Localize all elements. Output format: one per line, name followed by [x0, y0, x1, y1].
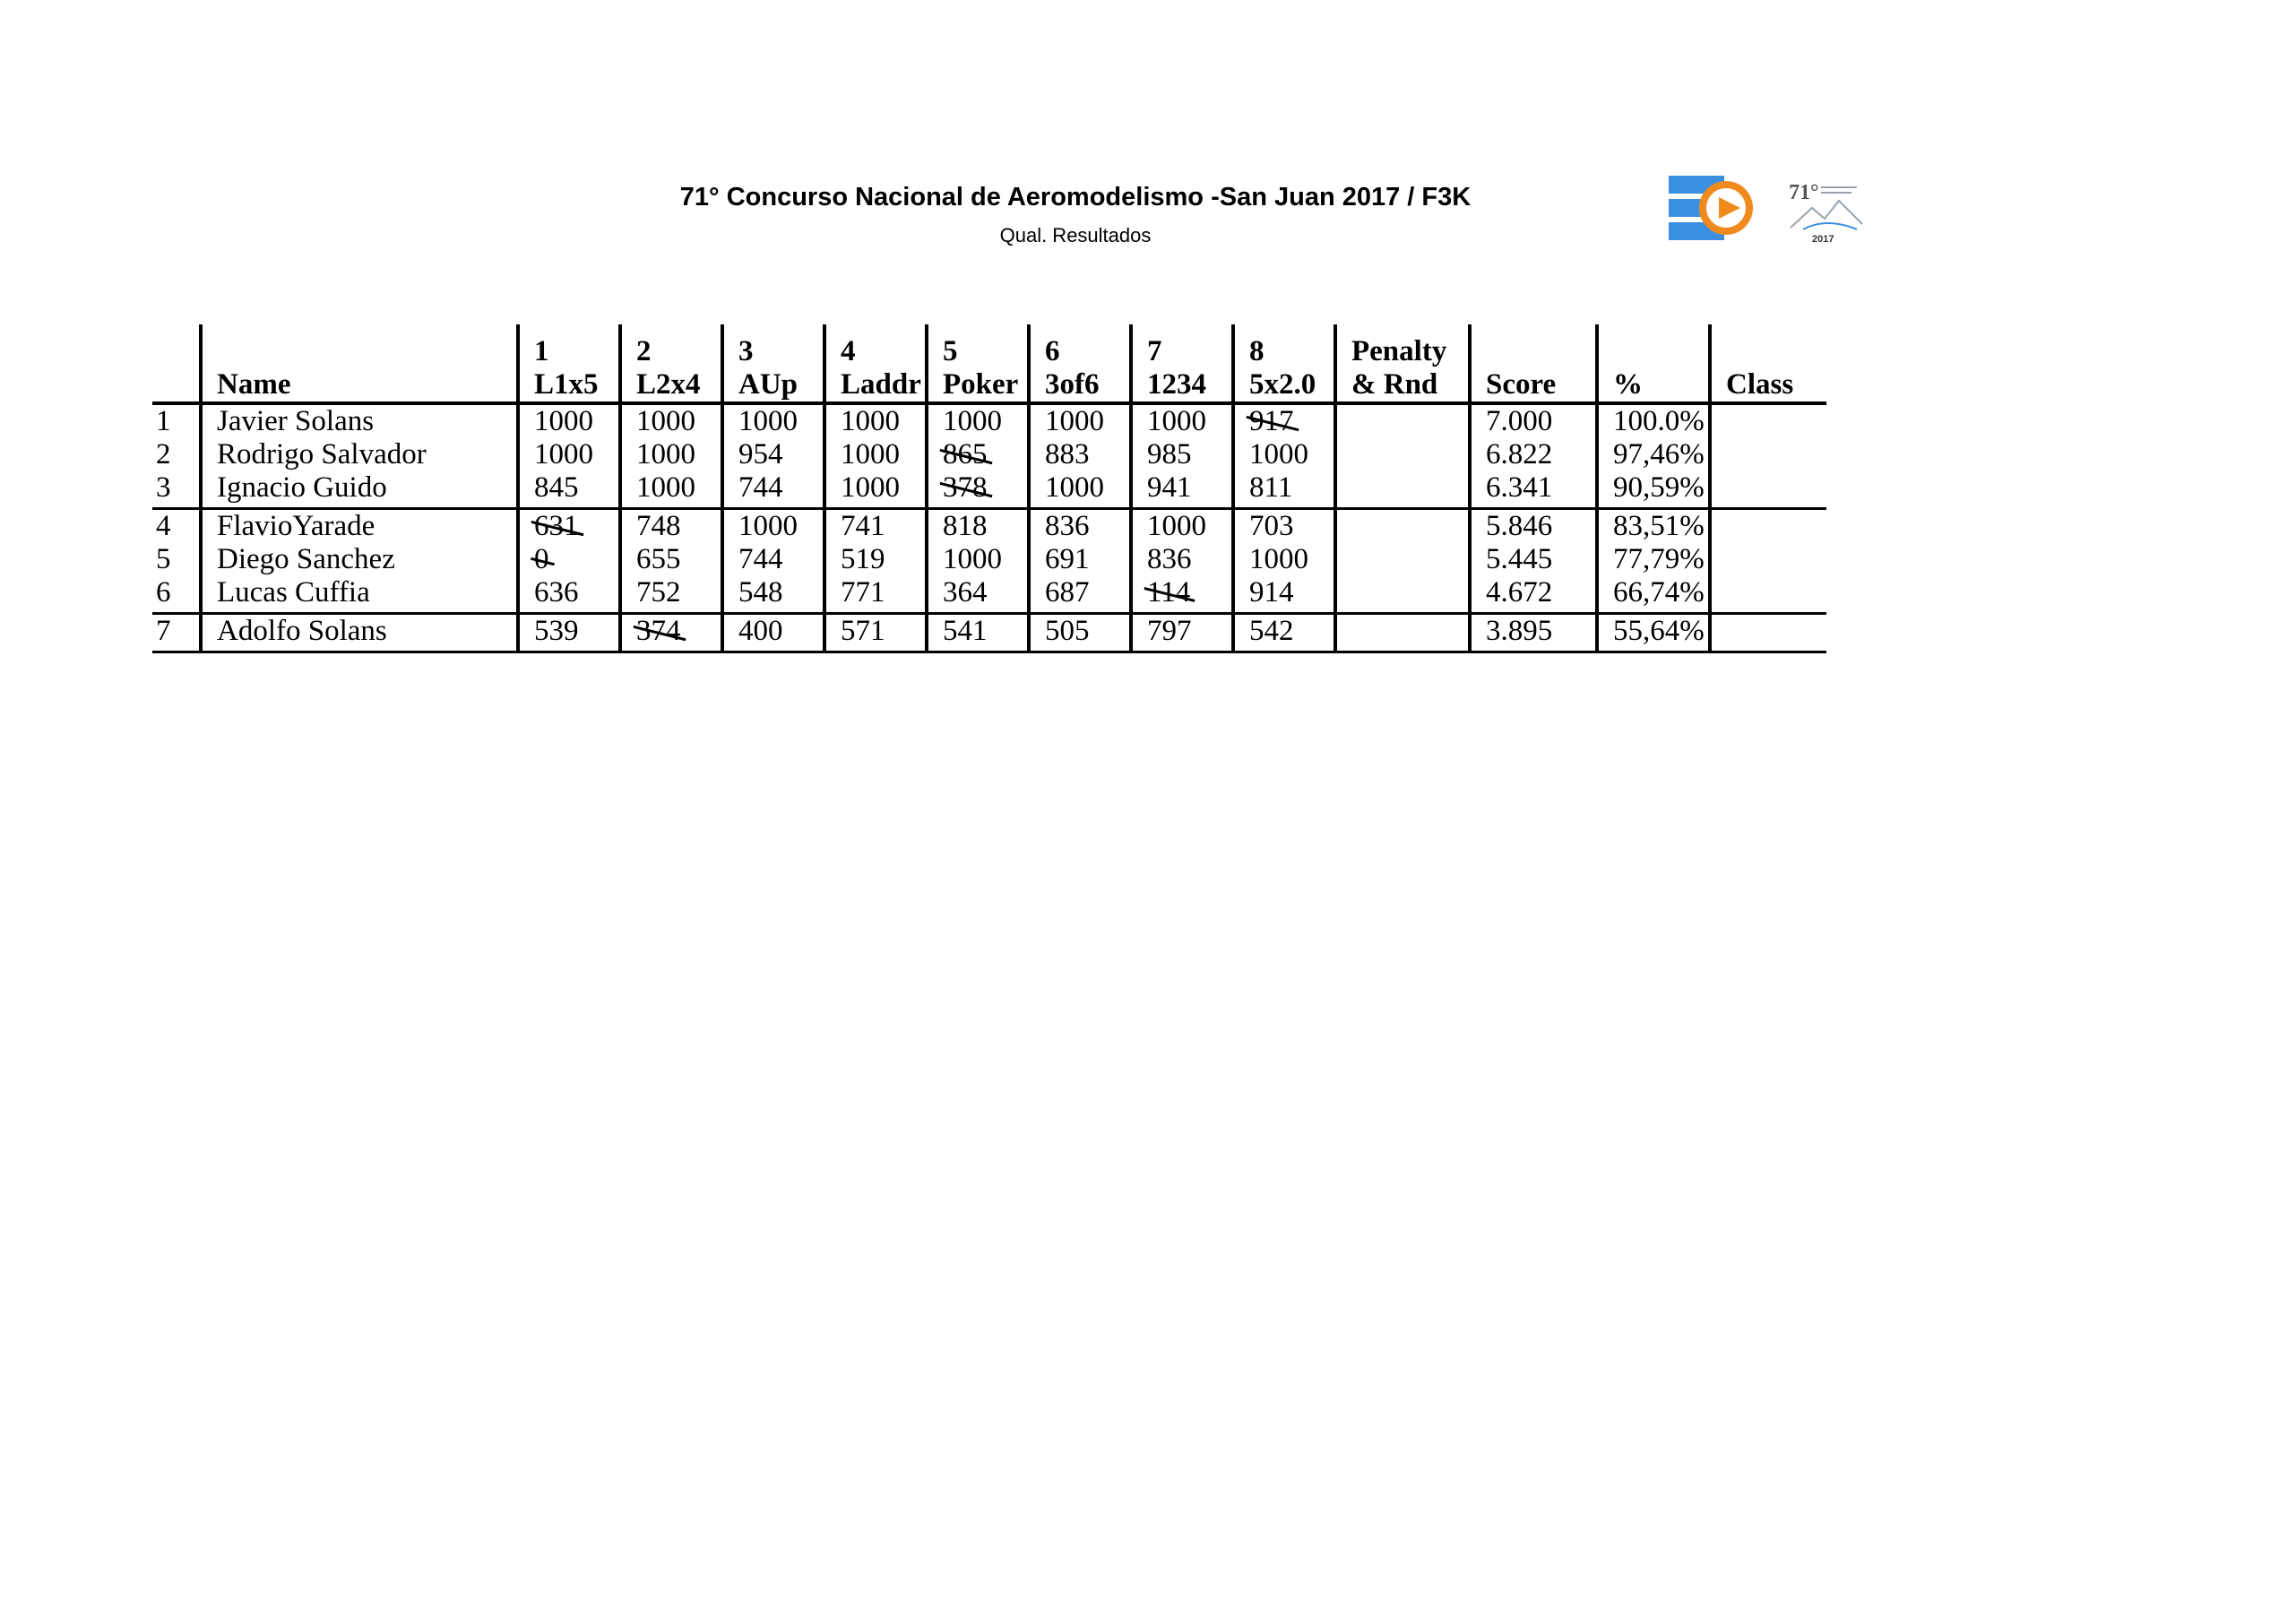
round-score — [1131, 576, 1233, 614]
total-score: 6.341 — [1470, 471, 1597, 509]
total-score: 7.000 — [1470, 403, 1597, 438]
column-header-top — [217, 335, 516, 368]
rank-cell: 1 — [156, 405, 171, 437]
column-header-label: & Rnd — [1351, 368, 1438, 401]
column-header-top — [1613, 335, 1708, 368]
column-header-top — [1726, 335, 1826, 368]
round-score: 1000 — [518, 403, 620, 438]
column-header-label: L2x4 — [636, 368, 701, 401]
penalty-cell — [1335, 403, 1470, 438]
class-cell — [1710, 403, 1826, 438]
round-score: 1000 — [1029, 403, 1131, 438]
round-score: 548 — [722, 576, 824, 614]
round-score: 748 — [620, 509, 722, 544]
pilot-name: Diego Sanchez — [201, 543, 518, 576]
percent-cell: 100.0% — [1597, 403, 1710, 438]
round-score: 655 — [620, 543, 722, 576]
percent-cell: 90,59% — [1597, 471, 1710, 509]
dropped-round-score: 631 — [534, 510, 579, 542]
page-title: 71° Concurso Nacional de Aeromodelismo -San Juan 2017 / F3K — [679, 183, 1472, 212]
round-score: 542 — [1233, 614, 1335, 652]
column-header — [1233, 324, 1335, 403]
round-score: 687 — [1029, 576, 1131, 614]
round-score: 1000 — [824, 438, 927, 471]
round-score: 744 — [722, 471, 824, 509]
dropped-round-score: 374 — [636, 615, 681, 647]
table-row — [152, 471, 1826, 509]
rank-cell: 4 — [156, 510, 171, 542]
rank-cell: 3 — [152, 471, 201, 509]
column-header-label: L1x5 — [534, 368, 599, 401]
round-score: 1000 — [722, 403, 824, 438]
column-header-label: Laddr — [841, 368, 921, 401]
round-score: 1000 — [1233, 543, 1335, 576]
penalty-cell — [1335, 509, 1470, 544]
round-score — [620, 614, 722, 652]
round-score: 636 — [518, 576, 620, 614]
dropped-round-score: 917 — [1249, 405, 1294, 437]
round-score: 836 — [1131, 543, 1233, 576]
column-header-top: 6 — [1045, 335, 1060, 367]
percent-cell: 77,79% — [1597, 543, 1710, 576]
percent-cell: 83,51% — [1597, 509, 1710, 544]
column-header-label: 5x2.0 — [1249, 368, 1316, 401]
round-score: 954 — [722, 438, 824, 471]
column-header-top: 8 — [1249, 335, 1265, 367]
round-score: 703 — [1233, 509, 1335, 544]
penalty-cell — [1335, 576, 1470, 614]
rank-cell: 6 — [152, 576, 201, 614]
column-header-top: 5 — [943, 335, 958, 367]
column-header-label: Poker — [943, 368, 1019, 401]
round-score: 1000 — [620, 438, 722, 471]
column-header — [927, 324, 1029, 403]
pilot-name: Rodrigo Salvador — [201, 438, 518, 471]
round-score: 571 — [824, 614, 927, 652]
column-header-label: 1234 — [1147, 368, 1206, 401]
pilot-name: FlavioYarade — [201, 509, 518, 544]
round-score: 914 — [1233, 576, 1335, 614]
column-header-top: 7 — [1147, 335, 1162, 367]
round-score: 1000 — [1029, 471, 1131, 509]
table-row — [152, 438, 1826, 471]
class-cell — [1710, 509, 1826, 544]
round-score: 811 — [1233, 471, 1335, 509]
round-score — [518, 543, 620, 576]
round-score: 519 — [824, 543, 927, 576]
round-score: 744 — [722, 543, 824, 576]
round-score: 691 — [1029, 543, 1131, 576]
round-score: 752 — [620, 576, 722, 614]
column-header-top: 2 — [636, 335, 652, 367]
column-header-top: 3 — [738, 335, 754, 367]
results-table — [152, 324, 1826, 653]
class-cell — [1710, 543, 1826, 576]
class-cell — [1710, 576, 1826, 614]
table-row — [152, 576, 1826, 614]
column-header — [1131, 324, 1233, 403]
round-score: 845 — [518, 471, 620, 509]
total-score: 3.895 — [1470, 614, 1597, 652]
round-score: 1000 — [518, 438, 620, 471]
pilot-name: Ignacio Guido — [201, 471, 518, 509]
round-score: 364 — [927, 576, 1029, 614]
club-logo-icon — [1669, 176, 1767, 240]
round-score: 985 — [1131, 438, 1233, 471]
event-logo-year: 2017 — [1812, 234, 1834, 245]
penalty-cell — [1335, 438, 1470, 471]
column-header-top: 4 — [841, 335, 856, 367]
total-score: 5.846 — [1470, 509, 1597, 544]
rank-cell: 5 — [156, 543, 171, 575]
round-score: 1000 — [620, 403, 722, 438]
round-score — [1233, 403, 1335, 438]
round-score: 1000 — [927, 403, 1029, 438]
class-cell — [1710, 614, 1826, 652]
total-score: 4.672 — [1470, 576, 1597, 614]
pilot-name: Adolfo Solans — [201, 614, 518, 652]
percent-cell: 55,64% — [1597, 614, 1710, 652]
column-header — [1597, 324, 1710, 403]
round-score: 505 — [1029, 614, 1131, 652]
table-row — [152, 614, 1826, 652]
round-score: 400 — [722, 614, 824, 652]
column-header-label: Class — [1726, 368, 1794, 401]
round-score: 771 — [824, 576, 927, 614]
dropped-round-score: 378 — [943, 471, 988, 504]
pilot-name: Lucas Cuffia — [201, 576, 518, 614]
header-rank — [152, 324, 201, 403]
dropped-round-score: 865 — [943, 438, 988, 470]
class-cell — [1710, 438, 1826, 471]
table-row — [152, 403, 1826, 438]
round-score — [518, 509, 620, 544]
dropped-round-score: 114 — [1147, 576, 1191, 609]
percent-cell: 66,74% — [1597, 576, 1710, 614]
round-score: 797 — [1131, 614, 1233, 652]
round-score: 541 — [927, 614, 1029, 652]
results-body — [152, 403, 1826, 652]
round-score: 1000 — [824, 471, 927, 509]
table-row — [152, 509, 1826, 544]
column-header — [518, 324, 620, 403]
table-row — [152, 543, 1826, 576]
column-header — [1710, 324, 1826, 403]
rank-cell: 2 — [156, 438, 171, 470]
column-header-top: 1 — [534, 335, 549, 367]
column-header — [1029, 324, 1131, 403]
round-score: 1000 — [1233, 438, 1335, 471]
total-score: 5.445 — [1470, 543, 1597, 576]
round-score: 836 — [1029, 509, 1131, 544]
event-logo-number: 71° — [1789, 181, 1819, 204]
penalty-cell — [1335, 614, 1470, 652]
column-header — [1335, 324, 1470, 403]
column-header-label: 3of6 — [1045, 368, 1100, 401]
column-header — [201, 324, 518, 403]
round-score: 1000 — [1131, 509, 1233, 544]
round-score: 1000 — [620, 471, 722, 509]
round-score: 1000 — [1131, 403, 1233, 438]
pilot-name: Javier Solans — [201, 403, 518, 438]
round-score: 883 — [1029, 438, 1131, 471]
column-header-label: Name — [217, 368, 291, 401]
penalty-cell — [1335, 543, 1470, 576]
column-header-top — [1486, 335, 1595, 368]
penalty-cell — [1335, 471, 1470, 509]
column-header-label: Score — [1486, 368, 1557, 401]
round-score: 539 — [518, 614, 620, 652]
round-score: 1000 — [722, 509, 824, 544]
column-header — [824, 324, 927, 403]
round-score: 941 — [1131, 471, 1233, 509]
round-score: 1000 — [927, 543, 1029, 576]
dropped-round-score: 0 — [534, 543, 549, 575]
round-score: 741 — [824, 509, 927, 544]
column-header-label: AUp — [738, 368, 798, 401]
rank-cell: 7 — [152, 614, 201, 652]
page-subtitle: Qual. Resultados — [999, 224, 1152, 246]
column-header — [1470, 324, 1597, 403]
class-cell — [1710, 471, 1826, 509]
column-header-top: Penalty — [1351, 335, 1447, 367]
round-score: 818 — [927, 509, 1029, 544]
column-header-label: % — [1613, 368, 1643, 401]
column-header — [620, 324, 722, 403]
round-score: 1000 — [824, 403, 927, 438]
results-header — [152, 324, 1826, 403]
percent-cell: 97,46% — [1597, 438, 1710, 471]
total-score: 6.822 — [1470, 438, 1597, 471]
round-score — [927, 471, 1029, 509]
column-header — [722, 324, 824, 403]
event-logo-icon — [1785, 177, 1868, 246]
round-score — [927, 438, 1029, 471]
